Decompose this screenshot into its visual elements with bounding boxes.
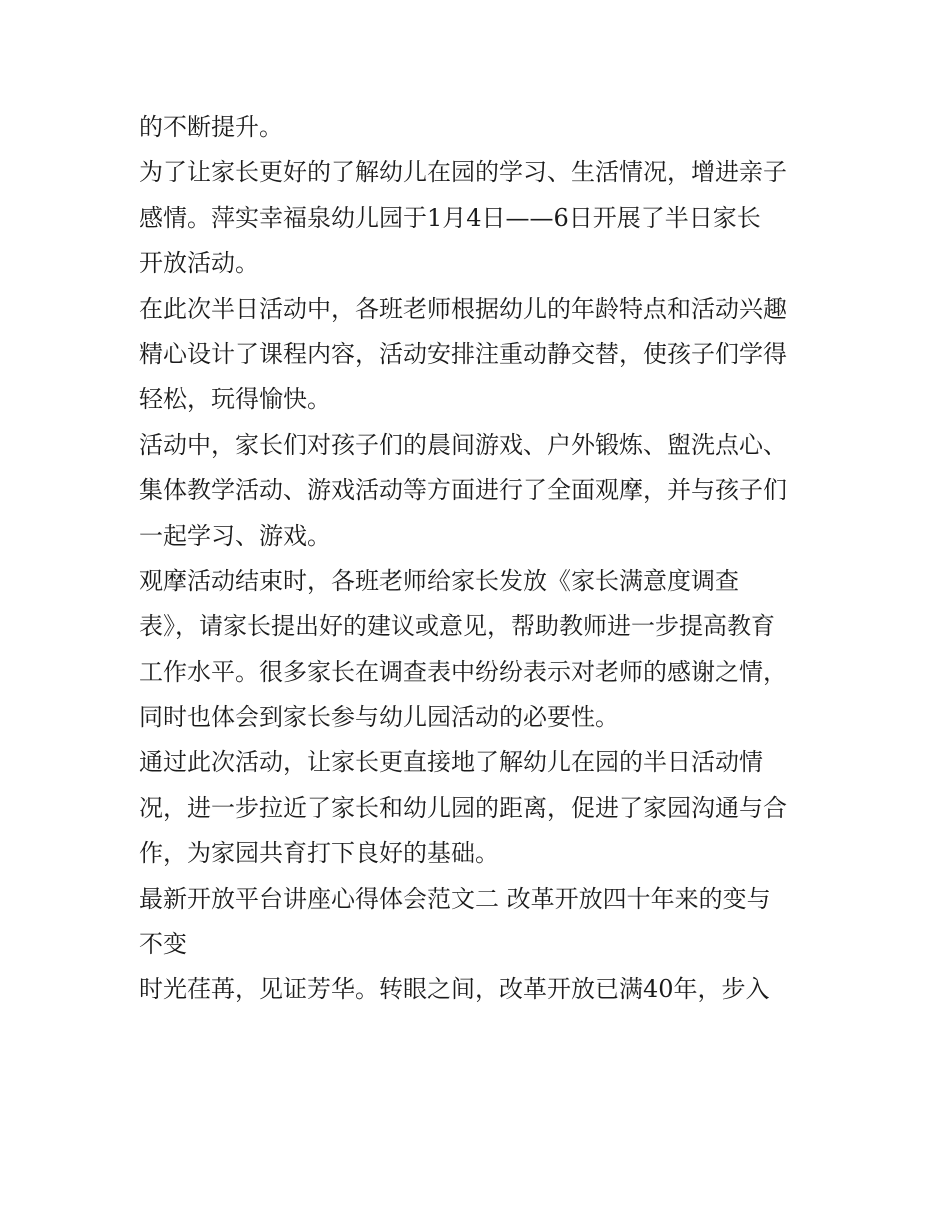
text-line: 为了让家长更好的了解幼儿在园的学习、生活情况，增进亲子 <box>139 158 787 187</box>
text-line: 作，为家园共育打下良好的基础。 <box>139 839 499 868</box>
document-body <box>139 105 819 1013</box>
text-line: 轻松，玩得愉快。 <box>139 385 331 414</box>
text-line: 工作水平。很多家长在调查表中纷纷表示对老师的感谢之情， <box>139 657 787 686</box>
text-line: 时光荏苒，见证芳华。转眼之间，改革开放已满40年，步入 <box>139 975 770 1004</box>
text-line: 况，进一步拉近了家长和幼儿园的距离，促进了家园沟通与合 <box>139 793 787 822</box>
text-line: 一起学习、游戏。 <box>139 521 331 550</box>
text-line: 在此次半日活动中，各班老师根据幼儿的年龄特点和活动兴趣 <box>139 294 787 323</box>
section-heading-line: 最新开放平台讲座心得体会范文二 改革开放四十年来的变与 <box>139 884 771 913</box>
text-line: 集体教学活动、游戏活动等方面进行了全面观摩，并与孩子们 <box>139 476 787 505</box>
text-line: 观摩活动结束时，各班老师给家长发放《家长满意度调查 <box>139 566 739 595</box>
text-line: 感情。萍实幸福泉幼儿园于1月4日——6日开展了半日家长 <box>139 203 761 232</box>
text-line: 开放活动。 <box>139 249 259 278</box>
section-heading-line: 不变 <box>139 930 187 959</box>
text-line: 的不断提升。 <box>139 113 283 141</box>
text-line: 表》，请家长提出好的建议或意见，帮助教师进一步提高教育 <box>139 612 775 641</box>
text-line: 精心设计了课程内容，活动安排注重动静交替，使孩子们学得 <box>139 339 787 368</box>
text-line: 活动中，家长们对孩子们的晨间游戏、户外锻炼、盥洗点心、 <box>139 430 787 459</box>
text-line: 同时也体会到家长参与幼儿园活动的必要性。 <box>139 703 619 732</box>
text-line: 通过此次活动，让家长更直接地了解幼儿在园的半日活动情 <box>139 748 763 777</box>
